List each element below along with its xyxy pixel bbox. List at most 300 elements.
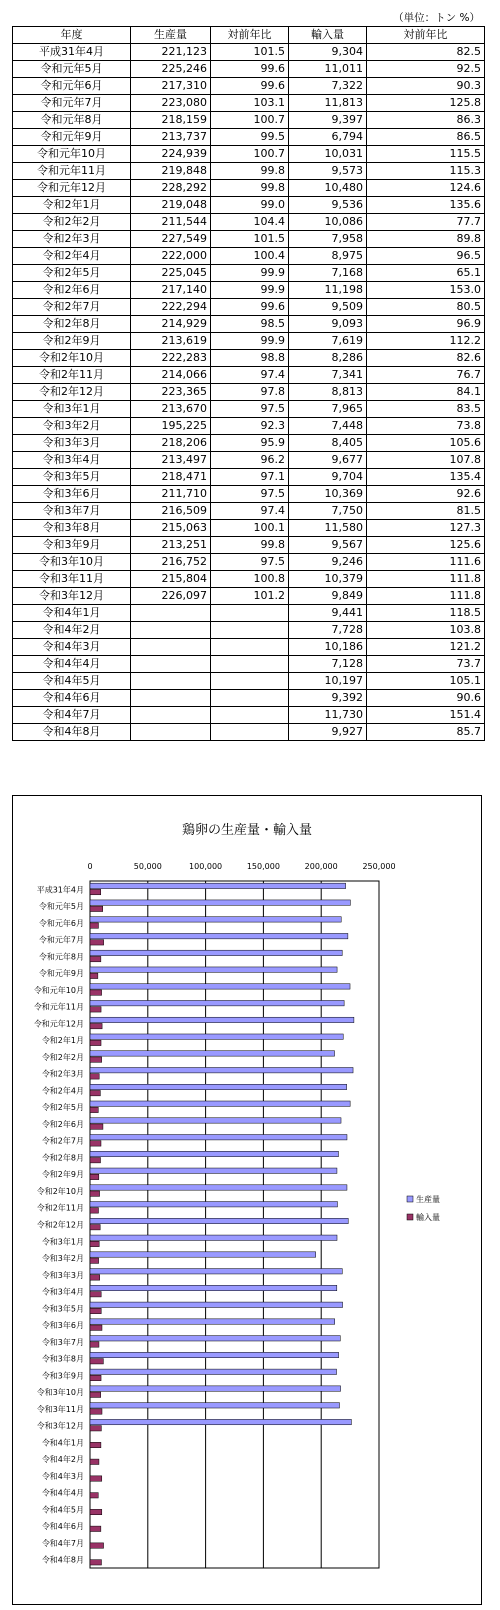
cell-imports: 9,509 (289, 299, 367, 316)
bar-imports (90, 1040, 101, 1045)
bar-production (90, 1067, 353, 1072)
bar-production (90, 1369, 337, 1374)
cell-imports: 9,441 (289, 605, 367, 622)
cell-production: 228,292 (131, 180, 211, 197)
cell-imports: 7,341 (289, 367, 367, 384)
category-label: 令和3年10月 (36, 1388, 84, 1398)
cell-production: 213,497 (131, 452, 211, 469)
cell-production: 223,080 (131, 95, 211, 112)
chart-area (12, 795, 482, 1605)
table-row (13, 707, 485, 724)
cell-imports-yoy: 111.8 (367, 588, 485, 605)
bar-production (90, 933, 348, 938)
cell-year: 令和3年3月 (13, 435, 131, 452)
table-row (13, 180, 485, 197)
cell-production: 226,097 (131, 588, 211, 605)
cell-year: 令和2年4月 (13, 248, 131, 265)
category-label: 令和2年12月 (36, 1220, 84, 1230)
cell-imports-yoy: 86.5 (367, 129, 485, 146)
bar-imports (90, 956, 101, 961)
x-tick-label: 0 (87, 862, 93, 871)
unit-note: （単位：トン %） (393, 12, 480, 24)
header-year: 年度 (13, 27, 131, 44)
bar-imports (90, 1057, 102, 1062)
category-label: 令和4年6月 (41, 1522, 84, 1532)
cell-year: 平成31年4月 (13, 44, 131, 61)
table-row (13, 690, 485, 707)
cell-imports: 8,975 (289, 248, 367, 265)
cell-production: 217,310 (131, 78, 211, 95)
cell-imports-yoy: 115.5 (367, 146, 485, 163)
cell-year: 令和3年10月 (13, 554, 131, 571)
bar-production (90, 950, 342, 955)
category-label: 令和2年4月 (41, 1086, 84, 1096)
cell-imports-yoy: 135.4 (367, 469, 485, 486)
cell-imports: 11,813 (289, 95, 367, 112)
cell-year: 令和元年9月 (13, 129, 131, 146)
table-row (13, 197, 485, 214)
bar-production (90, 1084, 347, 1089)
table-row (13, 350, 485, 367)
cell-year: 令和4年8月 (13, 724, 131, 741)
cell-production-yoy: 99.5 (211, 129, 289, 146)
bar-imports (90, 1292, 101, 1297)
category-label: 令和4年8月 (41, 1555, 84, 1565)
data-table (12, 26, 485, 741)
cell-imports-yoy: 151.4 (367, 707, 485, 724)
bar-imports (90, 1392, 101, 1397)
legend-swatch (407, 1196, 413, 1202)
cell-production: 216,509 (131, 503, 211, 520)
table-row (13, 112, 485, 129)
category-label: 令和3年2月 (41, 1254, 84, 1264)
table-row (13, 248, 485, 265)
cell-imports-yoy: 81.5 (367, 503, 485, 520)
cell-production (131, 707, 211, 724)
cell-imports-yoy: 89.8 (367, 231, 485, 248)
table-row (13, 401, 485, 418)
cell-imports-yoy: 105.1 (367, 673, 485, 690)
chart-legend (407, 1194, 440, 1222)
table-row (13, 299, 485, 316)
bar-imports (90, 1476, 102, 1481)
cell-year: 令和2年6月 (13, 282, 131, 299)
cell-production: 227,549 (131, 231, 211, 248)
cell-production: 215,063 (131, 520, 211, 537)
bar-production (90, 1218, 348, 1223)
bar-imports (90, 1560, 101, 1565)
category-label: 令和3年5月 (41, 1304, 84, 1314)
cell-imports: 9,677 (289, 452, 367, 469)
category-label: 令和3年11月 (36, 1404, 84, 1414)
cell-production-yoy: 99.0 (211, 197, 289, 214)
bar-production (90, 1101, 350, 1106)
cell-imports-yoy: 76.7 (367, 367, 485, 384)
x-tick-label: 100,000 (189, 862, 223, 871)
cell-production: 223,365 (131, 384, 211, 401)
cell-imports: 7,448 (289, 418, 367, 435)
cell-imports: 10,369 (289, 486, 367, 503)
cell-imports-yoy: 125.6 (367, 537, 485, 554)
cell-production-yoy: 99.9 (211, 333, 289, 350)
cell-production-yoy: 92.3 (211, 418, 289, 435)
cell-imports: 8,405 (289, 435, 367, 452)
cell-imports-yoy: 65.1 (367, 265, 485, 282)
category-label: 令和4年5月 (41, 1505, 84, 1515)
bar-production (90, 1386, 341, 1391)
bar-production (90, 1252, 316, 1257)
category-label: 令和元年12月 (33, 1019, 84, 1029)
cell-production-yoy: 100.7 (211, 112, 289, 129)
cell-year: 令和4年3月 (13, 639, 131, 656)
category-label: 令和2年11月 (36, 1203, 84, 1213)
table-row (13, 333, 485, 350)
cell-year: 令和3年5月 (13, 469, 131, 486)
bar-imports (90, 940, 104, 945)
bar-production (90, 1151, 338, 1156)
cell-imports-yoy: 96.5 (367, 248, 485, 265)
bar-production (90, 1000, 344, 1005)
cell-production-yoy (211, 724, 289, 741)
header-imports-yoy: 対前年比 (367, 27, 485, 44)
x-tick-label: 50,000 (133, 862, 162, 871)
cell-year: 令和2年8月 (13, 316, 131, 333)
bar-chart (13, 796, 481, 1604)
category-label: 令和元年10月 (33, 985, 84, 995)
cell-imports-yoy: 73.8 (367, 418, 485, 435)
table-row (13, 724, 485, 741)
table-row (13, 282, 485, 299)
category-label: 令和2年6月 (41, 1119, 84, 1129)
bar-imports (90, 1241, 99, 1246)
x-tick-label: 250,000 (362, 862, 396, 871)
cell-imports: 7,965 (289, 401, 367, 418)
bar-imports (90, 1359, 103, 1364)
cell-production (131, 690, 211, 707)
bar-imports (90, 923, 98, 928)
cell-imports: 9,573 (289, 163, 367, 180)
cell-imports: 7,750 (289, 503, 367, 520)
bar-imports (90, 1157, 101, 1162)
cell-production-yoy: 97.4 (211, 503, 289, 520)
cell-year: 令和2年12月 (13, 384, 131, 401)
category-labels (34, 884, 84, 1564)
cell-year: 令和2年11月 (13, 367, 131, 384)
bar-production (90, 1034, 343, 1039)
table-row (13, 520, 485, 537)
cell-production: 218,471 (131, 469, 211, 486)
table-row (13, 469, 485, 486)
cell-production: 214,929 (131, 316, 211, 333)
cell-imports-yoy: 83.5 (367, 401, 485, 418)
cell-production-yoy: 99.6 (211, 78, 289, 95)
cell-production: 224,939 (131, 146, 211, 163)
cell-production: 221,123 (131, 44, 211, 61)
category-label: 令和3年9月 (41, 1371, 84, 1381)
category-label: 令和元年11月 (33, 1002, 84, 1012)
cell-imports-yoy: 90.3 (367, 78, 485, 95)
category-label: 令和3年8月 (41, 1354, 84, 1364)
bar-imports (90, 1442, 101, 1447)
cell-production-yoy: 99.9 (211, 282, 289, 299)
cell-production-yoy: 97.5 (211, 486, 289, 503)
bar-imports (90, 906, 103, 911)
cell-imports-yoy: 92.6 (367, 486, 485, 503)
cell-imports: 8,286 (289, 350, 367, 367)
cell-production: 219,048 (131, 197, 211, 214)
table-row (13, 588, 485, 605)
cell-production (131, 639, 211, 656)
bar-imports (90, 1174, 99, 1179)
cell-production-yoy: 97.1 (211, 469, 289, 486)
cell-production-yoy: 97.8 (211, 384, 289, 401)
bar-imports (90, 1141, 101, 1146)
cell-imports: 10,379 (289, 571, 367, 588)
bar-imports (90, 1275, 100, 1280)
cell-production-yoy (211, 605, 289, 622)
cell-imports-yoy: 105.6 (367, 435, 485, 452)
category-label: 令和3年7月 (41, 1337, 84, 1347)
cell-imports-yoy: 103.8 (367, 622, 485, 639)
category-label: 令和3年1月 (41, 1237, 84, 1247)
cell-imports-yoy: 115.3 (367, 163, 485, 180)
cell-production-yoy: 99.8 (211, 180, 289, 197)
table-row (13, 367, 485, 384)
cell-production-yoy: 97.4 (211, 367, 289, 384)
cell-imports-yoy: 124.6 (367, 180, 485, 197)
bar-imports (90, 1225, 100, 1230)
cell-imports-yoy: 90.6 (367, 690, 485, 707)
cell-production: 225,246 (131, 61, 211, 78)
category-label: 令和2年2月 (41, 1052, 84, 1062)
cell-year: 令和4年4月 (13, 656, 131, 673)
bar-production (90, 900, 350, 905)
cell-imports: 10,186 (289, 639, 367, 656)
cell-imports-yoy: 153.0 (367, 282, 485, 299)
cell-imports: 9,567 (289, 537, 367, 554)
cell-year: 令和3年8月 (13, 520, 131, 537)
category-label: 令和元年7月 (38, 935, 84, 945)
cell-imports-yoy: 111.6 (367, 554, 485, 571)
category-label: 令和2年8月 (41, 1153, 84, 1163)
bar-production (90, 1235, 337, 1240)
bar-imports (90, 889, 101, 894)
bar-production (90, 967, 337, 972)
cell-imports: 9,849 (289, 588, 367, 605)
cell-year: 令和元年5月 (13, 61, 131, 78)
bar-imports (90, 990, 102, 995)
table-row (13, 129, 485, 146)
bar-production (90, 984, 350, 989)
category-label: 令和元年5月 (38, 902, 84, 912)
cell-production-yoy: 100.1 (211, 520, 289, 537)
cell-imports: 7,619 (289, 333, 367, 350)
cell-year: 令和4年7月 (13, 707, 131, 724)
category-label: 令和元年8月 (38, 952, 84, 962)
chart-bars (90, 883, 354, 1565)
category-label: 令和2年10月 (36, 1186, 84, 1196)
bar-imports (90, 1107, 98, 1112)
cell-production-yoy (211, 690, 289, 707)
cell-production: 211,710 (131, 486, 211, 503)
bar-imports (90, 1023, 102, 1028)
bar-imports (90, 1459, 99, 1464)
cell-imports: 10,197 (289, 673, 367, 690)
bar-production (90, 1202, 337, 1207)
table-row (13, 435, 485, 452)
chart-title: 鶏卵の生産量・輸入量 (181, 823, 313, 838)
cell-imports: 10,031 (289, 146, 367, 163)
category-label: 令和4年3月 (41, 1471, 84, 1481)
cell-imports-yoy: 96.9 (367, 316, 485, 333)
table-row (13, 503, 485, 520)
table-row (13, 537, 485, 554)
bar-production (90, 1051, 335, 1056)
cell-production: 222,294 (131, 299, 211, 316)
cell-production: 213,251 (131, 537, 211, 554)
cell-year: 令和3年7月 (13, 503, 131, 520)
bar-imports (90, 1007, 101, 1012)
bar-imports (90, 973, 98, 978)
cell-year: 令和3年1月 (13, 401, 131, 418)
header-production: 生産量 (131, 27, 211, 44)
cell-year: 令和4年1月 (13, 605, 131, 622)
table-body (13, 44, 485, 741)
cell-production-yoy: 101.5 (211, 44, 289, 61)
cell-production: 195,225 (131, 418, 211, 435)
cell-imports-yoy: 118.5 (367, 605, 485, 622)
cell-imports: 10,480 (289, 180, 367, 197)
cell-production (131, 656, 211, 673)
cell-production: 214,066 (131, 367, 211, 384)
table-row (13, 486, 485, 503)
cell-imports-yoy: 107.8 (367, 452, 485, 469)
cell-year: 令和2年9月 (13, 333, 131, 350)
cell-production: 222,283 (131, 350, 211, 367)
category-label: 令和4年1月 (41, 1438, 84, 1448)
cell-year: 令和4年6月 (13, 690, 131, 707)
cell-production-yoy: 100.8 (211, 571, 289, 588)
cell-imports: 9,246 (289, 554, 367, 571)
cell-production-yoy: 99.6 (211, 61, 289, 78)
category-label: 令和3年6月 (41, 1321, 84, 1331)
cell-production (131, 673, 211, 690)
bar-imports (90, 1191, 100, 1196)
table-row (13, 78, 485, 95)
cell-imports: 7,958 (289, 231, 367, 248)
cell-year: 令和元年6月 (13, 78, 131, 95)
cell-imports: 9,927 (289, 724, 367, 741)
cell-imports-yoy: 92.5 (367, 61, 485, 78)
cell-imports-yoy: 80.5 (367, 299, 485, 316)
cell-production-yoy (211, 707, 289, 724)
cell-production-yoy: 99.9 (211, 265, 289, 282)
cell-production-yoy (211, 656, 289, 673)
bar-production (90, 1185, 347, 1190)
cell-production (131, 605, 211, 622)
category-label: 令和3年12月 (36, 1421, 84, 1431)
cell-imports-yoy: 82.5 (367, 44, 485, 61)
cell-imports: 11,011 (289, 61, 367, 78)
cell-imports-yoy: 121.2 (367, 639, 485, 656)
cell-imports: 11,580 (289, 520, 367, 537)
cell-year: 令和元年8月 (13, 112, 131, 129)
cell-production-yoy (211, 673, 289, 690)
cell-imports-yoy: 127.3 (367, 520, 485, 537)
cell-production-yoy: 104.4 (211, 214, 289, 231)
category-label: 令和4年4月 (41, 1488, 84, 1498)
cell-imports: 11,198 (289, 282, 367, 299)
bar-imports (90, 1409, 102, 1414)
category-label: 令和2年7月 (41, 1136, 84, 1146)
cell-production: 213,737 (131, 129, 211, 146)
bar-production (90, 1302, 343, 1307)
category-label: 令和元年9月 (38, 969, 84, 979)
bar-imports (90, 1426, 101, 1431)
cell-imports: 9,704 (289, 469, 367, 486)
bar-production (90, 1168, 337, 1173)
cell-imports: 7,322 (289, 78, 367, 95)
legend-label: 生産量 (416, 1195, 440, 1204)
cell-production (131, 724, 211, 741)
bar-production (90, 1269, 342, 1274)
table-row (13, 44, 485, 61)
category-label: 令和3年4月 (41, 1287, 84, 1297)
table-row (13, 384, 485, 401)
cell-year: 令和元年7月 (13, 95, 131, 112)
category-label: 令和3年3月 (41, 1270, 84, 1280)
bar-production (90, 1403, 339, 1408)
cell-production: 218,159 (131, 112, 211, 129)
cell-imports-yoy: 82.6 (367, 350, 485, 367)
cell-production-yoy: 103.1 (211, 95, 289, 112)
bar-production (90, 917, 341, 922)
cell-year: 令和4年5月 (13, 673, 131, 690)
cell-production-yoy: 100.7 (211, 146, 289, 163)
category-label: 令和2年9月 (41, 1170, 84, 1180)
cell-production-yoy: 100.4 (211, 248, 289, 265)
cell-production: 217,140 (131, 282, 211, 299)
cell-production-yoy: 101.5 (211, 231, 289, 248)
category-label: 令和2年1月 (41, 1036, 84, 1046)
table-row (13, 605, 485, 622)
cell-production-yoy: 98.5 (211, 316, 289, 333)
category-label: 令和2年5月 (41, 1103, 84, 1113)
legend-swatch (407, 1214, 413, 1220)
cell-year: 令和元年11月 (13, 163, 131, 180)
cell-year: 令和元年10月 (13, 146, 131, 163)
cell-year: 令和3年6月 (13, 486, 131, 503)
cell-production-yoy: 99.8 (211, 537, 289, 554)
cell-production-yoy: 98.8 (211, 350, 289, 367)
x-tick-label: 150,000 (246, 862, 280, 871)
bar-production (90, 1285, 337, 1290)
cell-imports-yoy: 77.7 (367, 214, 485, 231)
bar-production (90, 1419, 351, 1424)
table-row (13, 61, 485, 78)
bar-imports (90, 1325, 102, 1330)
cell-imports-yoy: 135.6 (367, 197, 485, 214)
table-row (13, 418, 485, 435)
bar-imports (90, 1258, 99, 1263)
bar-production (90, 1135, 347, 1140)
table-row (13, 622, 485, 639)
cell-production (131, 622, 211, 639)
cell-imports: 6,794 (289, 129, 367, 146)
category-label: 平成31年4月 (36, 885, 84, 895)
table-row (13, 316, 485, 333)
cell-imports-yoy: 85.7 (367, 724, 485, 741)
